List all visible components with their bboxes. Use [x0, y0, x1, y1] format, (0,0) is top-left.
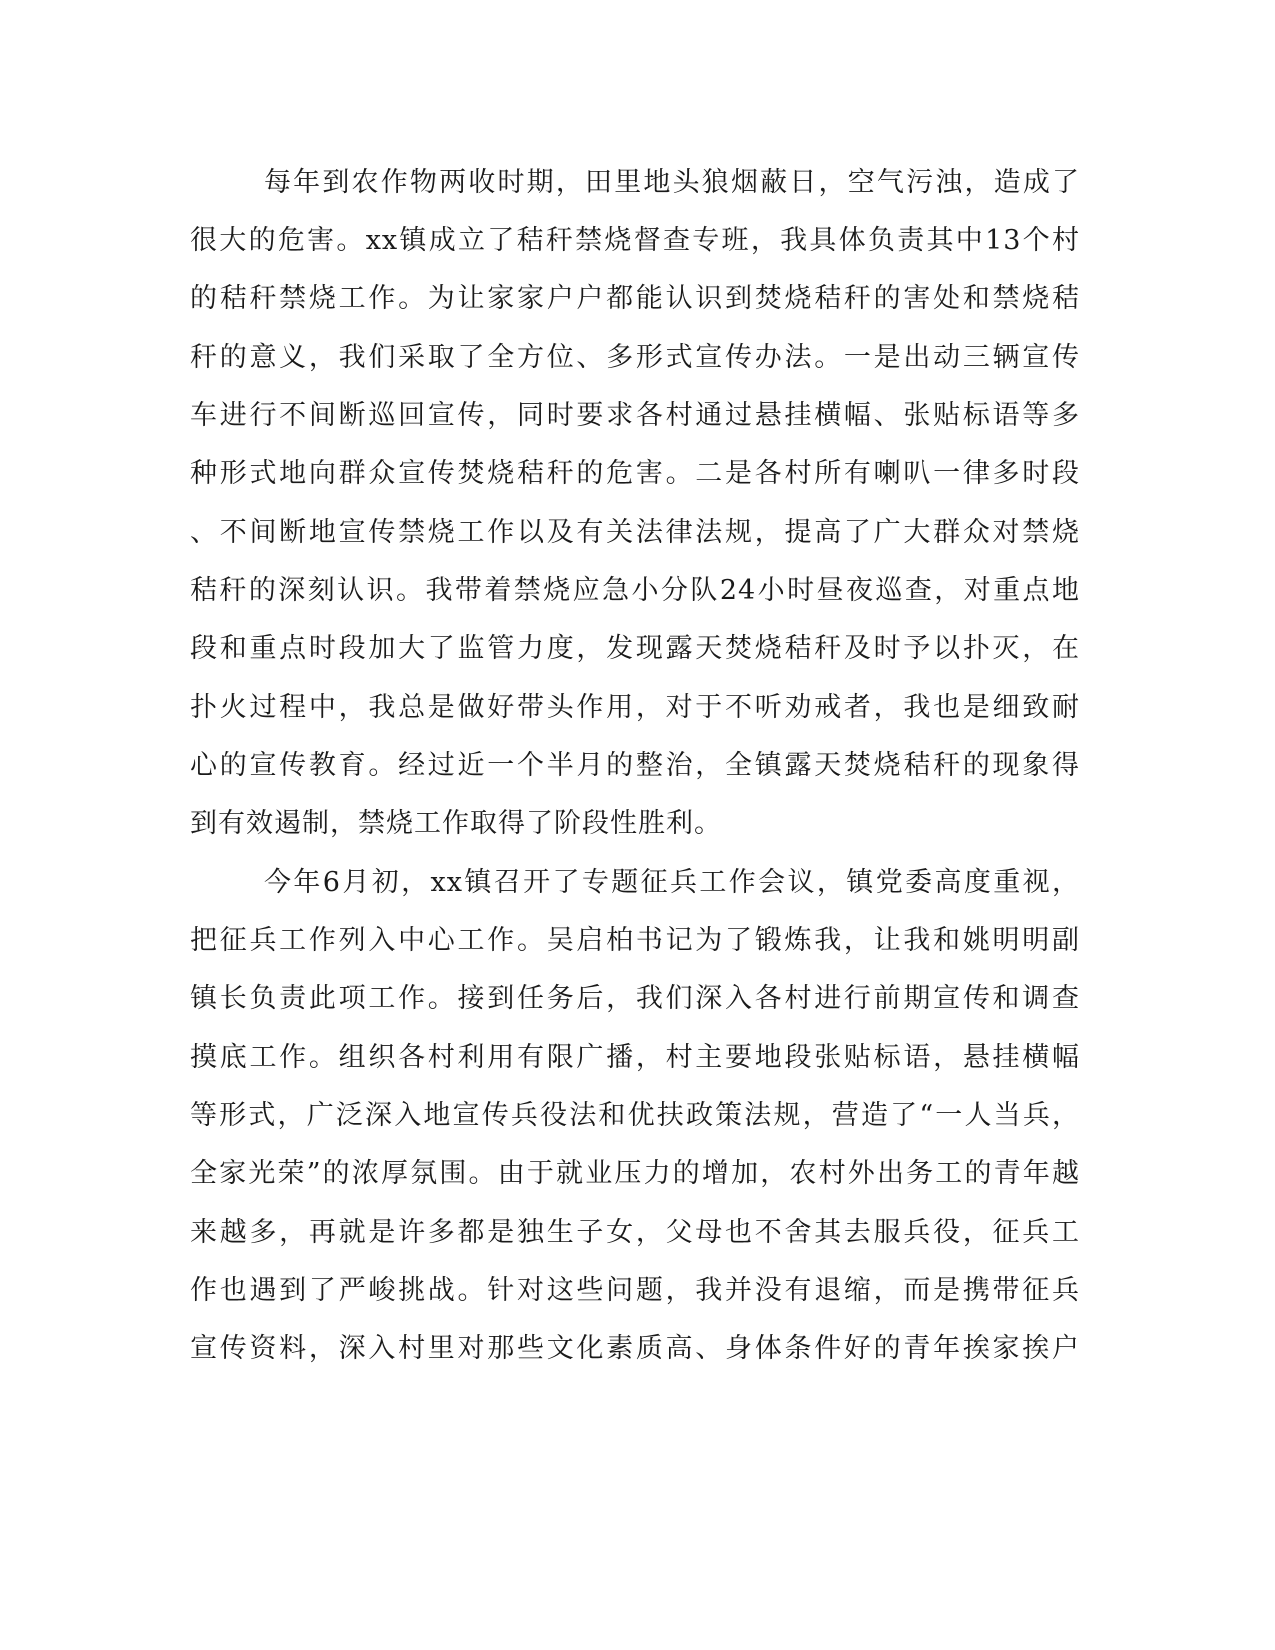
paragraph-1-line-9: 段和重点时段加大了监管力度，发现露天焚烧秸秆及时予以扑灭，在: [190, 633, 1080, 664]
paragraph-2-line-9: 宣传资料，深入村里对那些文化素质高、身体条件好的青年挨家挨户: [190, 1333, 1080, 1364]
paragraph-2-line-1: 今年6月初，xx镇召开了专题征兵工作会议，镇党委高度重视，: [264, 867, 1080, 898]
paragraph-1-line-2: 很大的危害。xx镇成立了秸秆禁烧督查专班，我具体负责其中13个村: [190, 225, 1080, 256]
paragraph-1-line-7: 、不间断地宣传禁烧工作以及有关法律法规，提高了广大群众对禁烧: [190, 517, 1080, 548]
paragraph-1-line-8: 秸秆的深刻认识。我带着禁烧应急小分队24小时昼夜巡查，对重点地: [190, 575, 1080, 606]
paragraph-1-line-11: 心的宣传教育。经过近一个半月的整治，全镇露天焚烧秸秆的现象得: [190, 750, 1080, 781]
paragraph-2-line-4: 摸底工作。组织各村利用有限广播，村主要地段张贴标语，悬挂横幅: [190, 1042, 1080, 1073]
paragraph-2-line-5: 等形式，广泛深入地宣传兵役法和优扶政策法规，营造了“一人当兵，: [190, 1100, 1080, 1131]
paragraph-1-line-3: 的秸秆禁烧工作。为让家家户户都能认识到焚烧秸秆的害处和禁烧秸: [190, 283, 1080, 314]
paragraph-1-line-10: 扑火过程中，我总是做好带头作用，对于不听劝戒者，我也是细致耐: [190, 692, 1080, 723]
paragraph-1-line-4: 秆的意义，我们采取了全方位、多形式宣传办法。一是出动三辆宣传: [190, 342, 1080, 373]
paragraph-2-line-8: 作也遇到了严峻挑战。针对这些问题，我并没有退缩，而是携带征兵: [190, 1275, 1080, 1306]
paragraph-2-line-3: 镇长负责此项工作。接到任务后，我们深入各村进行前期宣传和调查: [190, 983, 1080, 1014]
paragraph-2-line-7: 来越多，再就是许多都是独生子女，父母也不舍其去服兵役，征兵工: [190, 1217, 1080, 1248]
paragraph-2-line-6: 全家光荣”的浓厚氛围。由于就业压力的增加，农村外出务工的青年越: [190, 1158, 1080, 1189]
paragraph-1-line-1: 每年到农作物两收时期，田里地头狼烟蔽日，空气污浊，造成了: [264, 167, 1080, 198]
paragraph-1-line-5: 车进行不间断巡回宣传，同时要求各村通过悬挂横幅、张贴标语等多: [190, 400, 1080, 431]
paragraph-1-line-12: 到有效遏制，禁烧工作取得了阶段性胜利。: [190, 808, 722, 839]
paragraph-2-line-2: 把征兵工作列入中心工作。吴启柏书记为了锻炼我，让我和姚明明副: [190, 925, 1080, 956]
paragraph-1-line-6: 种形式地向群众宣传焚烧秸秆的危害。二是各村所有喇叭一律多时段: [190, 458, 1080, 489]
